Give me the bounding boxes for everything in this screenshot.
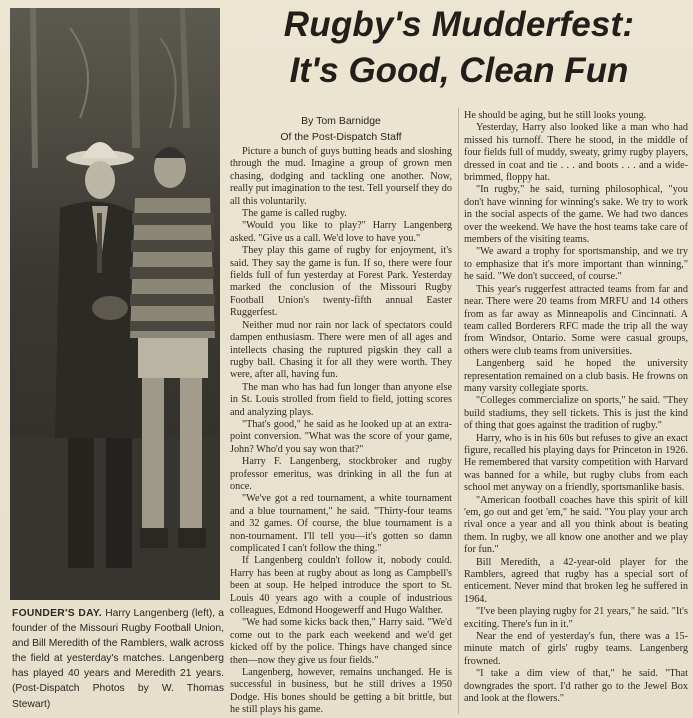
paragraph: Langenberg said he hoped the university representation remained on a club basis. He frowns on many varsity collegiate sports. [464, 358, 688, 394]
paragraph: Neither mud nor rain nor lack of spectators could dampen enthusiasm. There were men of all ages and intellects chasing the ruptured pigskin they call a rugby ball. Chasing it for all they were worth. They were, after all, having fun. [230, 319, 452, 381]
paragraph: If Langenberg couldn't follow it, nobody could. Harry has been at rugby about as long as Campbell's been at soup. He helped introduce the sport to St. Louis 40 years ago with a couple of industrious colleagues, Edmond Hoogewerff and Hugo Walther. [230, 555, 452, 617]
paragraph: Bill Meredith, a 42-year-old player for the Ramblers, agreed that rugby has a special sort of enticement. Never mind that broken leg he suffered in 1964. [464, 556, 688, 605]
paragraph: Yesterday, Harry also looked like a man who had missed his turnoff. There he stood, in the middle of four fields full of muddy, sweaty, grimy rugby players, dressed in coat and tie . . . and boots . . . and a wide-brimmed, floppy hat. [464, 122, 688, 184]
byline-affiliation: Of the Post-Dispatch Staff [280, 131, 402, 143]
photo-caption [12, 606, 224, 712]
caption-text: Harry Langenberg (left), a founder of the Missouri Rugby Football Union, and Bill Meredith of the Ramblers, walk across the field at yesterday's matches. Langenberg has played 40 years and Meredith 21 years. (Post-Dispatch Photos by W. Thomas Stewart) [12, 608, 224, 710]
caption-lead: FOUNDER'S DAY. [12, 608, 103, 619]
paragraph: "I take a dim view of that," he said. "That downgrades the sport. I'd rather go to the Jewel Box and look at the flowers." [464, 668, 688, 705]
paragraph: "I've been playing rugby for 21 years," he said. "It's exciting. There's fun in it." [464, 606, 688, 630]
paragraph: This year's ruggerfest attracted teams from far and near. There were 20 teams from MRFU and 14 others from as far away as Minneapolis and Cincinnati. A team called Borderers RFC made the trip all the way from Windsor, Ontario. Some were casual groups, others were club teams from universities. [464, 283, 688, 357]
headline-line-2: It's Good, Clean Fun [289, 51, 629, 90]
paragraph: He should be aging, but he still looks young. [464, 110, 647, 121]
byline [230, 113, 452, 145]
paragraph: Langenberg, however, remains unchanged. He is successful in business, but he still drives a 1950 Dodge. His bones should be getting a bit brittle, but he still plays his game. [230, 667, 452, 716]
paragraph: "Colleges commercialize on sports," he said. "They build stadiums, they sell tickets. This is just the kind of thing that goes against the tradition of rugby." [464, 395, 688, 432]
paragraph: "Would you like to play?" Harry Langenberg asked. "Give us a call. We'd love to have you." [230, 220, 452, 244]
paragraph: Harry, who is in his 60s but refuses to give an exact figure, recalled his playing days for Princeton in 1926. He remembered that varsity competition with Harvard was banned for a while, but rugby clubs from each school met anyway on a friendly, sportsmanlike basis. [464, 432, 688, 494]
paragraph: "We had some kicks back then," Harry said. "We'd come out to the park each weekend and we'd get kicked off by the police. Things have changed since then—now they give us four fields." [230, 617, 452, 666]
headline-line-1: Rugby's Mudderfest: [283, 5, 635, 44]
article-column-2 [464, 110, 688, 706]
headline [228, 4, 690, 91]
column-divider [458, 108, 459, 714]
paragraph: The game is called rugby. [242, 208, 347, 220]
paragraph: Picture a bunch of guys butting heads and sloshing through the mud. Imagine a group of grown men chasing, dodging and tackling one another. Now, really put imagination to the test. Tell yourself they do all this voluntarily. [230, 146, 452, 207]
news-photo [10, 8, 220, 600]
paragraph: "That's good," he said as he looked up at an extra-point conversion. "What was the score of your game, John? Who'd you say won that?" [230, 418, 452, 455]
byline-author: By Tom Barnidge [301, 115, 381, 127]
paragraph: "We've got a red tournament, a white tournament and a blue tournament," he said. "Thirty-four teams and 32 games. Of course, the blue tournament is a non-tournament. I'll tell you—it's gotten so damn complicated I can't follow the thing." [230, 493, 452, 554]
paragraph: They play this game of rugby for enjoyment, it's said. They say the game is fun. If so, there were four fields full of fun yesterday at Forest Park. Yesterday marked the conclusion of the Missouri Rugby Football Union's twenty-fifth annual Easter Ruggerfest. [230, 245, 452, 319]
paragraph: "In rugby," he said, turning philosophical, "you don't have winning for winning's sake. We try to work in the social aspects of the game. We had two dances over the weekend. We have the host teams take care of members of the visiting teams. [464, 184, 688, 246]
paragraph: "We award a trophy for sportsmanship, and we try to emphasize that it's more important than winning," he said. "We don't succeed, of course." [464, 246, 688, 283]
paragraph: Harry F. Langenberg, stockbroker and rugby professor emeritus, was drinking in all the fun at once. [230, 456, 452, 492]
paragraph: Near the end of yesterday's fun, there was a 15-minute match of girls' rugby teams. Langenberg frowned. [464, 631, 688, 667]
paragraph: The man who has had fun longer than anyone else in St. Louis strolled from field to field, jotting scores and analyzing plays. [230, 381, 452, 418]
article-column-1 [230, 146, 452, 717]
photo-illustration [10, 8, 220, 600]
paragraph: "American football coaches have this spirit of kill 'em, go out and get 'em," he said. "You play your arch rival once a year and all you think about is beating them. In rugby, we all know one another and we play for fun." [464, 494, 688, 556]
